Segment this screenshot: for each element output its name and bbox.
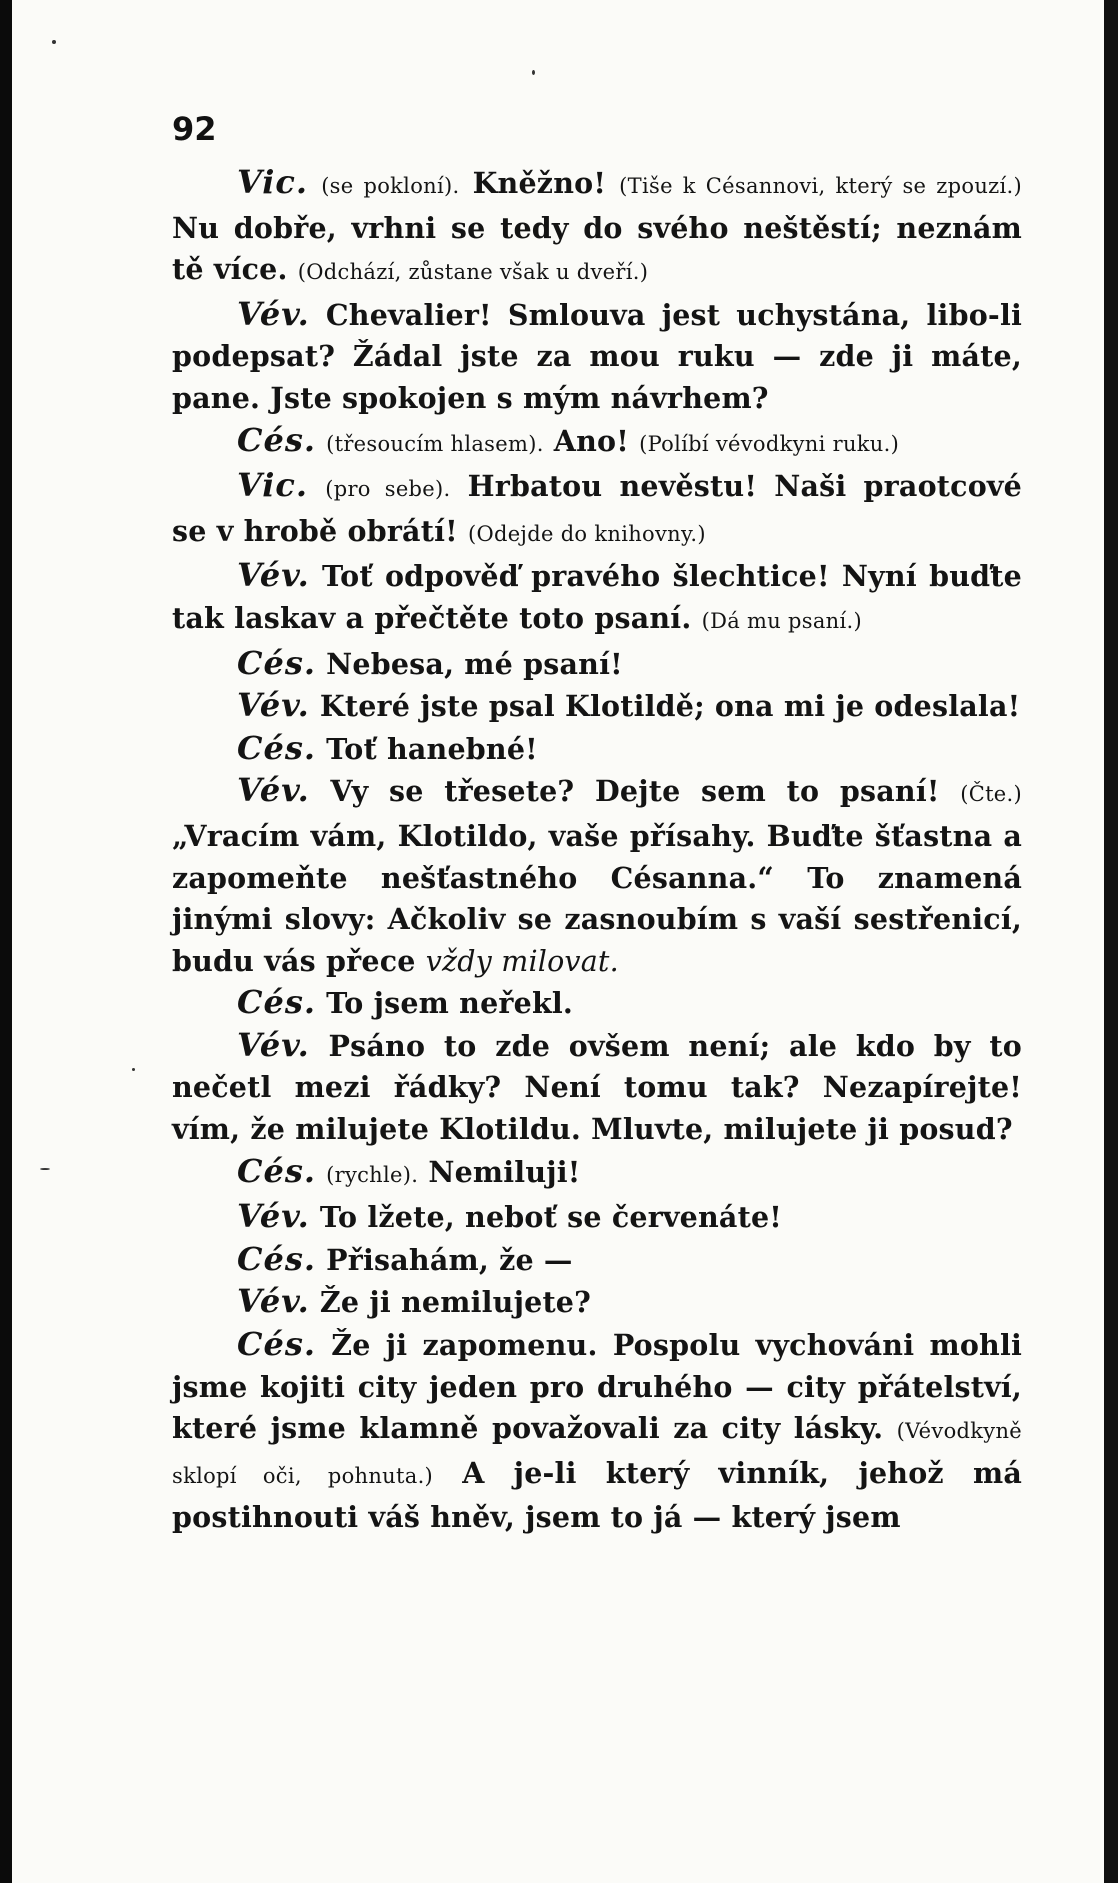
speaker-name: Cés. — [237, 420, 316, 459]
spoken-text: Hrbatou nevěstu! Naši praotcové se v hrobě obrátí! — [172, 469, 1022, 548]
dialogue-text — [172, 162, 1022, 1539]
speaker-name: Vév. — [237, 294, 310, 333]
emphasized-text: vždy milovat. — [425, 944, 619, 978]
ink-speck — [40, 1168, 50, 1170]
page-number: 92 — [172, 110, 217, 148]
speaker-name: Cés. — [237, 983, 316, 1022]
speaker-name: Cés. — [237, 1325, 316, 1364]
speaker-name: Vév. — [237, 1282, 310, 1321]
stage-direction: (Čte.) — [960, 782, 1022, 807]
speaker-name: Vic. — [237, 466, 309, 505]
speaker-name: Vév. — [237, 1197, 310, 1236]
stage-direction: (Tiše k Césannovi, který se zpouzí.) — [619, 174, 1022, 198]
stage-direction: (Odejde do knihovny.) — [467, 521, 706, 546]
spoken-text: Které jste psal Klotildě; ona mi je odeslala! — [319, 689, 1021, 724]
stage-direction: (pro sebe). — [325, 477, 451, 502]
stage-direction: (Políbí vévodkyni ruku.) — [639, 431, 900, 456]
ink-speck — [132, 1068, 135, 1071]
stage-direction: (Odchází, zůstane však u dveří.) — [297, 260, 649, 285]
dialogue-line — [172, 728, 1022, 771]
spoken-text: Toť hanebné! — [326, 731, 538, 766]
dialogue-line — [172, 1324, 1022, 1539]
spoken-text: Že ji nemilujete? — [319, 1285, 592, 1320]
dialogue-line — [172, 770, 1022, 982]
spoken-text: Nu dobře, vrhni se tedy do svého neštěstí; neznám tě více. — [172, 210, 1022, 287]
stage-direction: (Vévodkyně sklopí oči, pohnuta.) — [172, 1419, 1022, 1488]
speaker-name: Cés. — [237, 1151, 316, 1190]
dialogue-line — [172, 465, 1022, 555]
dialogue-line — [172, 1151, 1022, 1197]
ink-speck — [52, 40, 56, 44]
dialogue-line — [172, 1281, 1022, 1324]
dialogue-line — [172, 555, 1022, 642]
scan-border — [1104, 0, 1118, 1883]
spoken-text: To jsem neřekl. — [326, 986, 574, 1021]
dialogue-line — [172, 643, 1022, 686]
speaker-name: Cés. — [237, 1239, 316, 1278]
dialogue-line — [172, 1239, 1022, 1282]
ink-speck — [532, 70, 535, 75]
spoken-text: Ano! — [543, 423, 640, 458]
spoken-text: Nemiluji! — [418, 1154, 581, 1189]
spoken-text: Nebesa, mé psaní! — [326, 646, 623, 681]
dialogue-line — [172, 420, 1022, 466]
dialogue-line — [172, 294, 1022, 420]
stage-direction: (rychle). — [326, 1162, 419, 1187]
stage-direction: (Dá mu psaní.) — [701, 608, 862, 633]
speaker-name: Vév. — [237, 556, 310, 595]
speaker-name: Vév. — [237, 1025, 310, 1064]
speaker-name: Cés. — [237, 728, 316, 767]
book-page — [12, 0, 1104, 1883]
dialogue-line — [172, 1196, 1022, 1239]
spoken-text: Psáno to zde ovšem není; ale kdo by to nečetl mezi řádky? Není tomu tak? Nezapírejte! vím, že milujete Klotildu. Mluvte, milujete ji posud? — [172, 1028, 1022, 1147]
dialogue-line — [172, 982, 1022, 1025]
speaker-name: Vév. — [237, 686, 310, 725]
speaker-name: Vév. — [237, 771, 310, 810]
dialogue-line — [172, 162, 1022, 294]
spoken-text: Že ji zapomenu. Pospolu vychováni mohli jsme kojiti city jeden pro druhého — city přátelství, které jsme klamně považovali za city lásky. — [172, 1328, 1023, 1446]
speaker-name: Cés. — [237, 643, 316, 682]
dialogue-line — [172, 685, 1022, 728]
stage-direction: (se pokloní). — [321, 174, 460, 198]
spoken-text: Kněžno! — [459, 166, 620, 200]
spoken-text: Vy se třesete? Dejte sem to psaní! — [330, 774, 961, 809]
spoken-text: Přisahám, že — — [326, 1242, 573, 1277]
spoken-text: Toť odpověď pravého šlechtice! Nyní buďte tak laskav a přečtěte toto psaní. — [172, 559, 1022, 635]
dialogue-line — [172, 1025, 1022, 1151]
speaker-name: Vic. — [237, 163, 309, 201]
stage-direction: (třesoucím hlasem). — [326, 431, 544, 456]
spoken-text: To lžete, neboť se červenáte! — [319, 1200, 783, 1235]
spoken-text: „Vracím vám, Klotildo, vaše přísahy. Buďte šťastna a zapomeňte nešťastného Césanna.“ To znamená jinými slovy: Ačkoliv se zasnoubím s vaší sestřenicí, budu vás přece — [172, 818, 1022, 978]
spoken-text: A je-li který vinník, jehož má postihnouti váš hněv, jsem to já — který jsem — [172, 1455, 1022, 1535]
spoken-text: Chevalier! Smlouva jest uchystána, libo-li podepsat? Žádal jste za mou ruku — zde ji máte, pane. Jste spokojen s mým návrhem? — [172, 297, 1023, 415]
